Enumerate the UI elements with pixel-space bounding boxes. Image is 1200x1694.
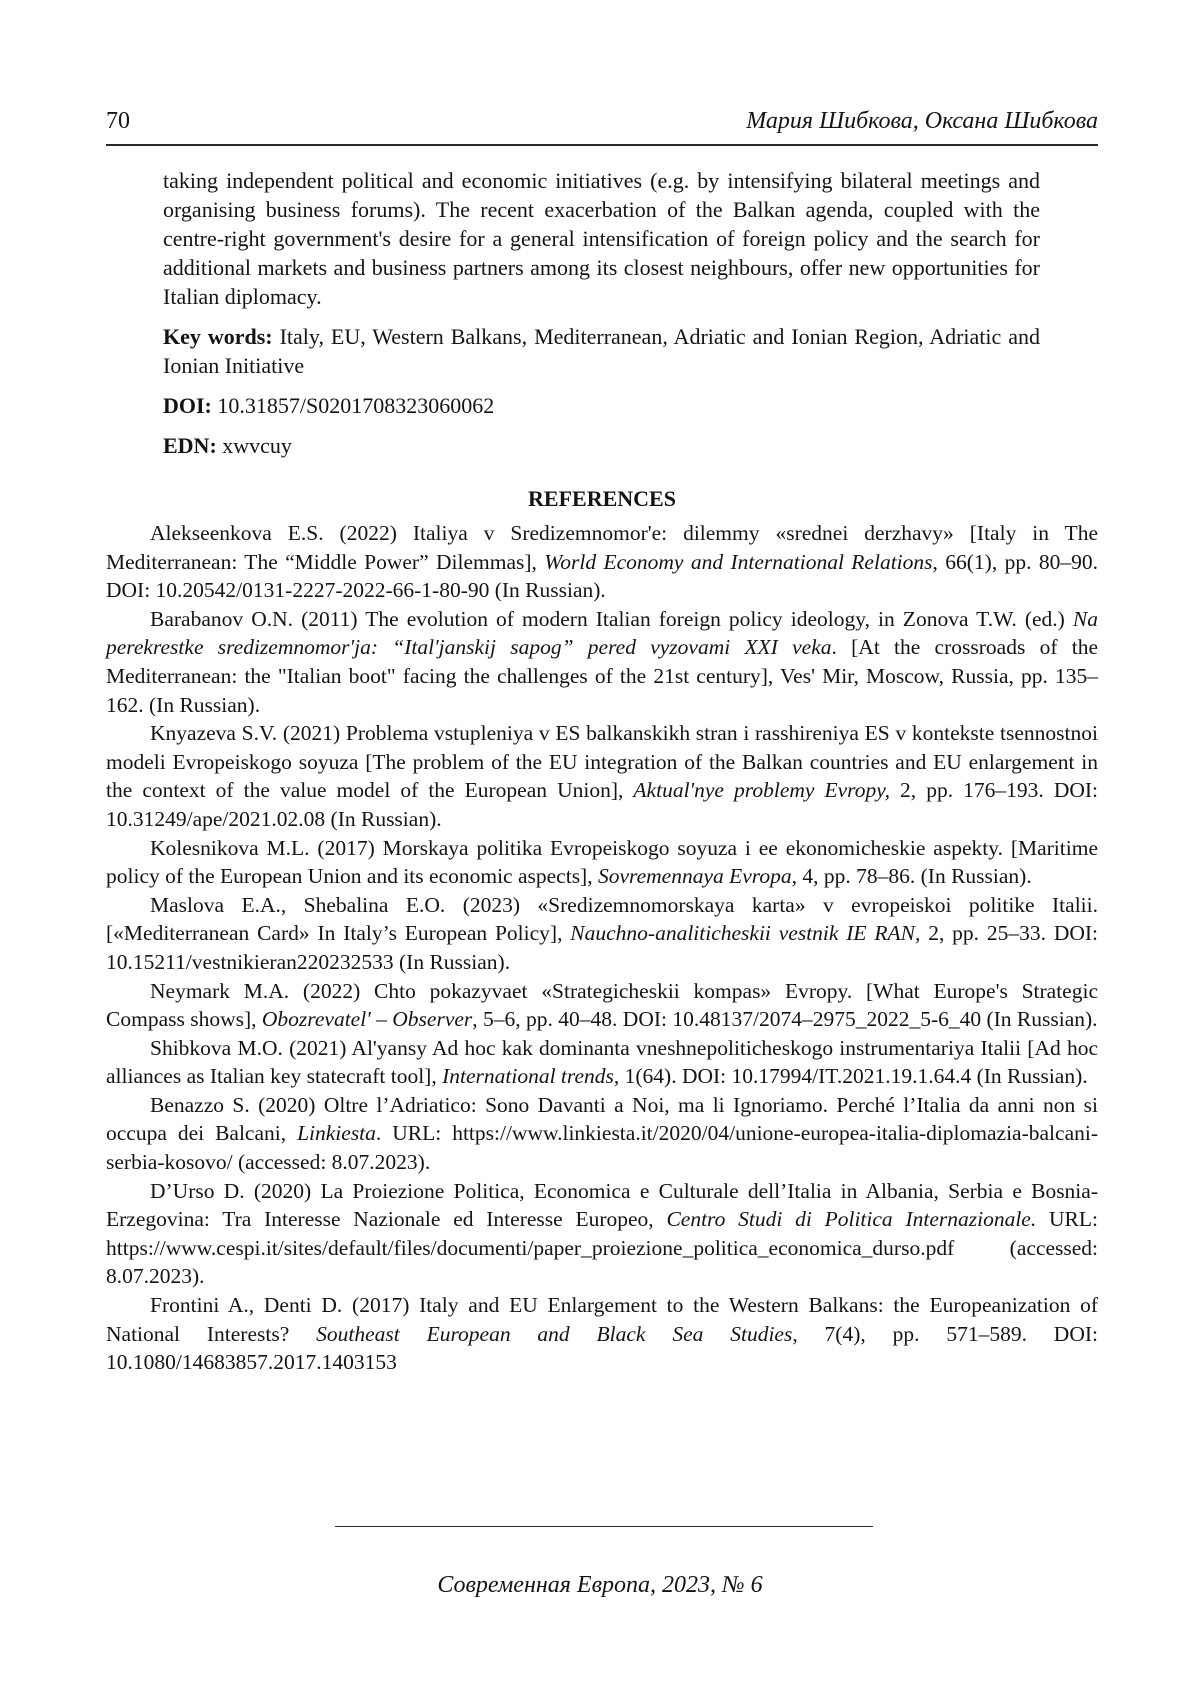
doi-value: 10.31857/S0201708323060062 (217, 393, 495, 418)
page-number: 70 (106, 108, 130, 134)
abstract-block (163, 166, 1040, 460)
reference-item: Knyazeva S.V. (2021) Problema vstupleniya v ES balkanskikh stran i rasshireniya ES v kontekste tsennostnoi modeli Evropeiskogo soyuza [The problem of the EU integration of the Balkan countries and EU enlargement in the context of the value model of the European Union], Aktual'nye problemy Evropy, 2, pp. 176–193. DOI: 10.31249/ape/2021.02.08 (In Russian). (106, 721, 1098, 831)
reference-item: Barabanov O.N. (2011) The evolution of modern Italian foreign policy ideology, in Zonova T.W. (ed.) Na perekrestke sredizemnomor'ja: “Ital'janskij sapog” pered vyzovami XXI veka. [At the crossroads of the Mediterranean: the "Italian boot" facing the challenges of the 21st century], Ves' Mir, Moscow, Russia, pp. 135–162. (In Russian). (106, 606, 1098, 717)
reference-item: Maslova E.A., Shebalina E.O. (2023) «Sredizemnomorskaya karta» v evropeiskoi politike Italii. [«Mediterranean Card» In Italy’s European Policy], Nauchno-analiticheskii vestnik IE RAN, 2, pp. 25–33. DOI: 10.15211/vestnikieran220232533 (In Russian). (106, 892, 1098, 974)
keywords-value: Italy, EU, Western Balkans, Mediterranean, Adriatic and Ionian Region, Adriatic and Ionian Initiative (163, 324, 1041, 378)
reference-item: Frontini A., Denti D. (2017) Italy and EU Enlargement to the Western Balkans: the Europeanization of National Interests? Southeast European and Black Sea Studies, 7(4), pp. 571–589. DOI: 10.1080/14683857.2017.1403153 (106, 1293, 1098, 1375)
references-heading: REFERENCES (528, 486, 676, 511)
journal-footer: Современная Европа, 2023, № 6 (437, 1572, 763, 1598)
reference-item: Benazzo S. (2020) Oltre l’Adriatico: Sono Davanti a Noi, ma li Ignoriamo. Perché l’Italia da anni non si occupa dei Balcani, Linkiesta. URL: https://www.linkiesta.it/2020/04/unione-europea-italia-diplomazia-balcani-serbia-kosovo/ (accessed: 8.07.2023). (106, 1092, 1098, 1175)
reference-item: Kolesnikova M.L. (2017) Morskaya politika Evropeiskogo soyuza i ee ekonomicheskie aspekty. [Maritime policy of the European Union and its economic aspects], Sovremennaya Evropa, 4, pp. 78–86. (In Russian). (106, 835, 1098, 889)
closing-rule (335, 1526, 873, 1527)
keywords-label: Key words: (163, 324, 273, 349)
edn (163, 431, 1040, 460)
references-list (106, 519, 1098, 1377)
reference-item: Shibkova M.O. (2021) Al'yansy Ad hoc kak dominanta vneshnepoliticheskogo instrumentariya Italii [Ad hoc alliances as Italian key statecraft tool], International trends, 1(64). DOI: 10.17994/IT.2021.19.1.64.4 (In Russian). (106, 1035, 1098, 1089)
keywords (163, 322, 1040, 380)
running-title-authors: Мария Шибкова, Оксана Шибкова (746, 108, 1098, 134)
abstract-text: taking independent political and economic initiatives (e.g. by intensifying bilateral meetings and organising business forums). The recent exacerbation of the Balkan agenda, coupled with the centre-right government's desire for a general intensification of foreign policy and the search for additional markets and business partners among its closest neighbours, offer new opportunities for Italian diplomacy. (163, 168, 1040, 309)
edn-value: xwvcuy (222, 433, 292, 458)
doi (163, 391, 1040, 420)
reference-item: Alekseenkova E.S. (2022) Italiya v Sredizemnomor'e: dilemmy «srednei derzhavy» [Italy in The Mediterranean: The “Middle Power” Dilemmas], World Economy and International Relations, 66(1), pp. 80–90. DOI: 10.20542/0131-2227-2022-66-1-80-90 (In Russian). (106, 521, 1098, 603)
reference-item: D’Urso D. (2020) La Proiezione Politica, Economica e Culturale dell’Italia in Albania, Serbia e Bosnia-Erzegovina: Tra Interesse Nazionale ed Interesse Europeo, Centro Studi di Politica Internazionale. URL: https://www.cespi.it/sites/default/files/documenti/paper_proiezione_politica_economica_durso.pdf (accessed: 8.07.2023). (106, 1178, 1098, 1289)
page-header (106, 104, 1098, 146)
edn-label: EDN: (163, 433, 217, 458)
reference-item: Neymark M.A. (2022) Chto pokazyvaet «Strategicheskii kompas» Evropy. [What Europe's Strategic Compass shows], Obozrevatel' – Observer, 5–6, pp. 40–48. DOI: 10.48137/2074–2975_2022_5-6_40 (In Russian). (106, 978, 1098, 1032)
doi-label: DOI: (163, 393, 212, 418)
